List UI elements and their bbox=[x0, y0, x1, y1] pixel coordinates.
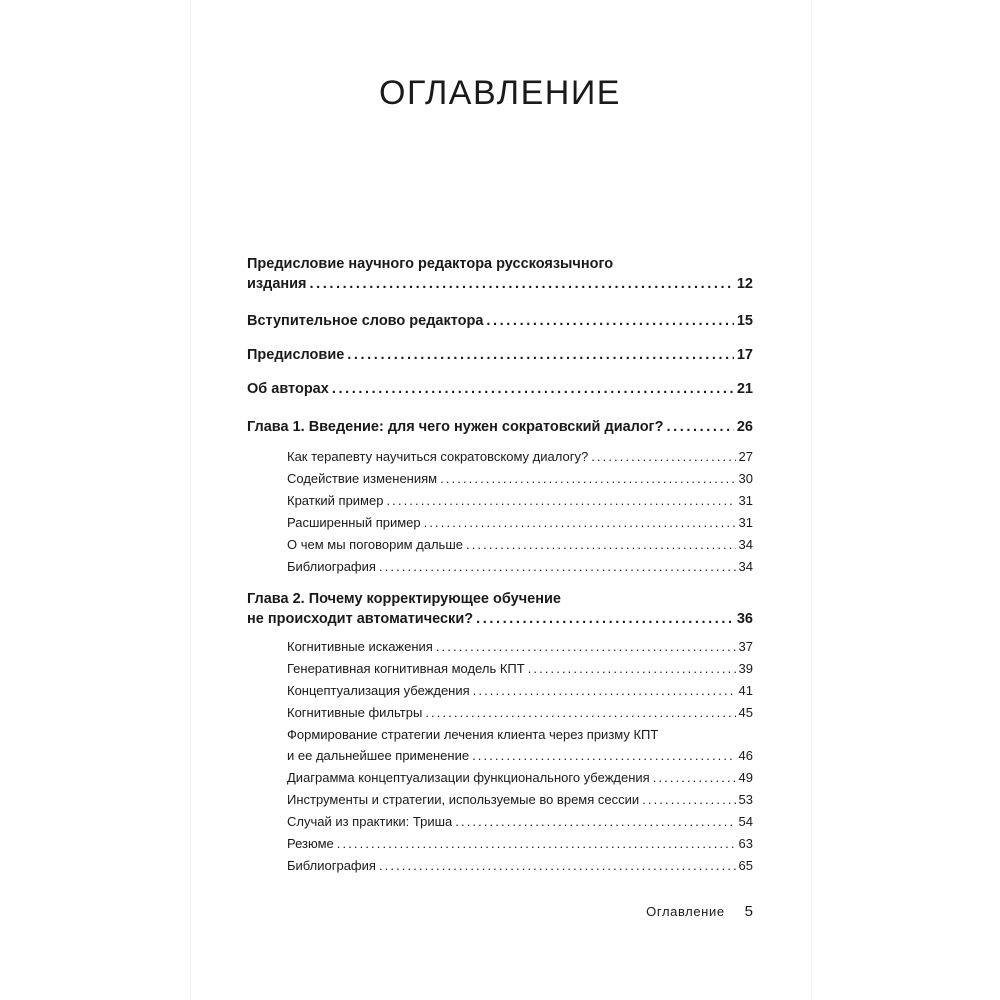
toc-subentry-page: 39 bbox=[738, 661, 753, 676]
toc-subentry-page: 63 bbox=[738, 836, 753, 851]
toc-entry[interactable] bbox=[247, 313, 753, 329]
toc-subentry-page: 34 bbox=[738, 559, 753, 574]
toc-subentry-page: 31 bbox=[738, 515, 753, 530]
toc-subentry-heading-line: Формирование стратегии лечения клиента через призму КПТ bbox=[287, 727, 659, 742]
toc-entry[interactable] bbox=[247, 347, 753, 363]
leader-dots bbox=[528, 661, 736, 676]
toc-subentry[interactable] bbox=[287, 515, 753, 530]
toc-subentry-label: О чем мы поговорим дальше bbox=[287, 537, 463, 552]
toc-subentry[interactable] bbox=[287, 858, 753, 873]
toc-subentry-page: 45 bbox=[738, 705, 753, 720]
leader-dots bbox=[424, 515, 736, 530]
toc-subentry-label: Концептуализация убеждения bbox=[287, 683, 470, 698]
leader-dots bbox=[472, 748, 735, 763]
toc-entry-page: 21 bbox=[736, 381, 753, 397]
toc-subentry-label: Как терапевту научиться сократовскому диалогу? bbox=[287, 449, 589, 464]
toc-entry-label: Предисловие bbox=[247, 347, 345, 363]
toc-subentry-label: Библиография bbox=[287, 858, 376, 873]
leader-dots bbox=[466, 537, 736, 552]
toc-subentry[interactable] bbox=[287, 559, 753, 574]
leader-dots bbox=[455, 814, 735, 829]
toc-subentry[interactable] bbox=[287, 814, 753, 829]
toc-entry-label: Об авторах bbox=[247, 381, 329, 397]
toc-chapter-2-heading-line: Глава 2. Почему корректирующее обучение bbox=[247, 591, 561, 607]
leader-dots bbox=[386, 493, 735, 508]
toc-entry-page: 15 bbox=[736, 313, 753, 329]
toc-subentry[interactable] bbox=[287, 493, 753, 508]
toc-entry-page: 17 bbox=[736, 347, 753, 363]
leader-dots bbox=[666, 419, 733, 435]
toc-subentry[interactable] bbox=[287, 748, 753, 763]
toc-entry-label: Глава 1. Введение: для чего нужен сократовский диалог? bbox=[247, 419, 664, 435]
toc-subentry-page: 46 bbox=[738, 748, 753, 763]
toc-subentry-page: 27 bbox=[738, 449, 753, 464]
page-title: ОГЛАВЛЕНИЕ bbox=[379, 74, 621, 112]
toc-subentry-page: 53 bbox=[738, 792, 753, 807]
leader-dots bbox=[436, 639, 736, 654]
toc-entry-label: издания bbox=[247, 276, 307, 292]
toc-entry[interactable] bbox=[247, 381, 753, 397]
toc-subentry-label: Инструменты и стратегии, используемые во время сессии bbox=[287, 792, 640, 807]
toc-subentry-page: 54 bbox=[738, 814, 753, 829]
toc-entry-heading-line: Предисловие научного редактора русскоязычного bbox=[247, 256, 614, 272]
toc-subentry-page: 34 bbox=[738, 537, 753, 552]
leader-dots bbox=[653, 770, 736, 785]
toc-subentry-label: Резюме bbox=[287, 836, 334, 851]
toc-subentry[interactable] bbox=[287, 639, 753, 654]
toc-subentry-page: 30 bbox=[738, 471, 753, 486]
footer-page-number: 5 bbox=[744, 903, 753, 920]
toc-subentry-label: Случай из практики: Триша bbox=[287, 814, 453, 829]
toc-subentry-label: Когнитивные искажения bbox=[287, 639, 433, 654]
toc-subentry-label: Библиография bbox=[287, 559, 376, 574]
toc-entry-page: 26 bbox=[736, 419, 753, 435]
leader-dots bbox=[310, 276, 734, 292]
running-footer bbox=[0, 903, 753, 920]
toc-subentry-page: 31 bbox=[738, 493, 753, 508]
leader-dots bbox=[337, 836, 736, 851]
toc-subentry[interactable] bbox=[287, 705, 753, 720]
leader-dots bbox=[347, 347, 734, 363]
leader-dots bbox=[425, 705, 735, 720]
toc-subentry[interactable] bbox=[287, 792, 753, 807]
toc-subentry-label: Генеративная когнитивная модель КПТ bbox=[287, 661, 525, 676]
toc-subentry-page: 65 bbox=[738, 858, 753, 873]
leader-dots bbox=[591, 449, 735, 464]
toc-entry-label: не происходит автоматически? bbox=[247, 611, 474, 627]
footer-section-title: Оглавление bbox=[646, 904, 725, 919]
leader-dots bbox=[440, 471, 735, 486]
leader-dots bbox=[476, 611, 734, 627]
toc-subentry-label: Краткий пример bbox=[287, 493, 384, 508]
toc-subentry[interactable] bbox=[287, 836, 753, 851]
toc-subentry[interactable] bbox=[287, 683, 753, 698]
toc-subentry-label: Когнитивные фильтры bbox=[287, 705, 423, 720]
toc-entry-page: 12 bbox=[736, 276, 753, 292]
toc-subentry-page: 49 bbox=[738, 770, 753, 785]
toc-subentry[interactable] bbox=[287, 661, 753, 676]
toc-subentry[interactable] bbox=[287, 537, 753, 552]
toc-subentry-page: 37 bbox=[738, 639, 753, 654]
toc-subentry-page: 41 bbox=[738, 683, 753, 698]
toc-subentry[interactable] bbox=[287, 770, 753, 785]
toc-entry[interactable] bbox=[247, 276, 753, 292]
toc-subentry-label: Диаграмма концептуализации функционального убеждения bbox=[287, 770, 650, 785]
leader-dots bbox=[332, 381, 734, 397]
toc-subentry-label: Содействие изменениям bbox=[287, 471, 438, 486]
toc-subentry[interactable] bbox=[287, 449, 753, 464]
toc-subentry-label: Расширенный пример bbox=[287, 515, 421, 530]
toc-subentry[interactable] bbox=[287, 471, 753, 486]
leader-dots bbox=[473, 683, 736, 698]
toc-entry-label: Вступительное слово редактора bbox=[247, 313, 484, 329]
toc-chapter-2[interactable] bbox=[247, 611, 753, 627]
leader-dots bbox=[379, 858, 736, 873]
leader-dots bbox=[379, 559, 736, 574]
leader-dots bbox=[486, 313, 733, 329]
toc-subentry-label: и ее дальнейшее применение bbox=[287, 748, 470, 763]
toc-entry-page: 36 bbox=[736, 611, 753, 627]
leader-dots bbox=[642, 792, 735, 807]
toc-chapter-1[interactable] bbox=[247, 419, 753, 435]
